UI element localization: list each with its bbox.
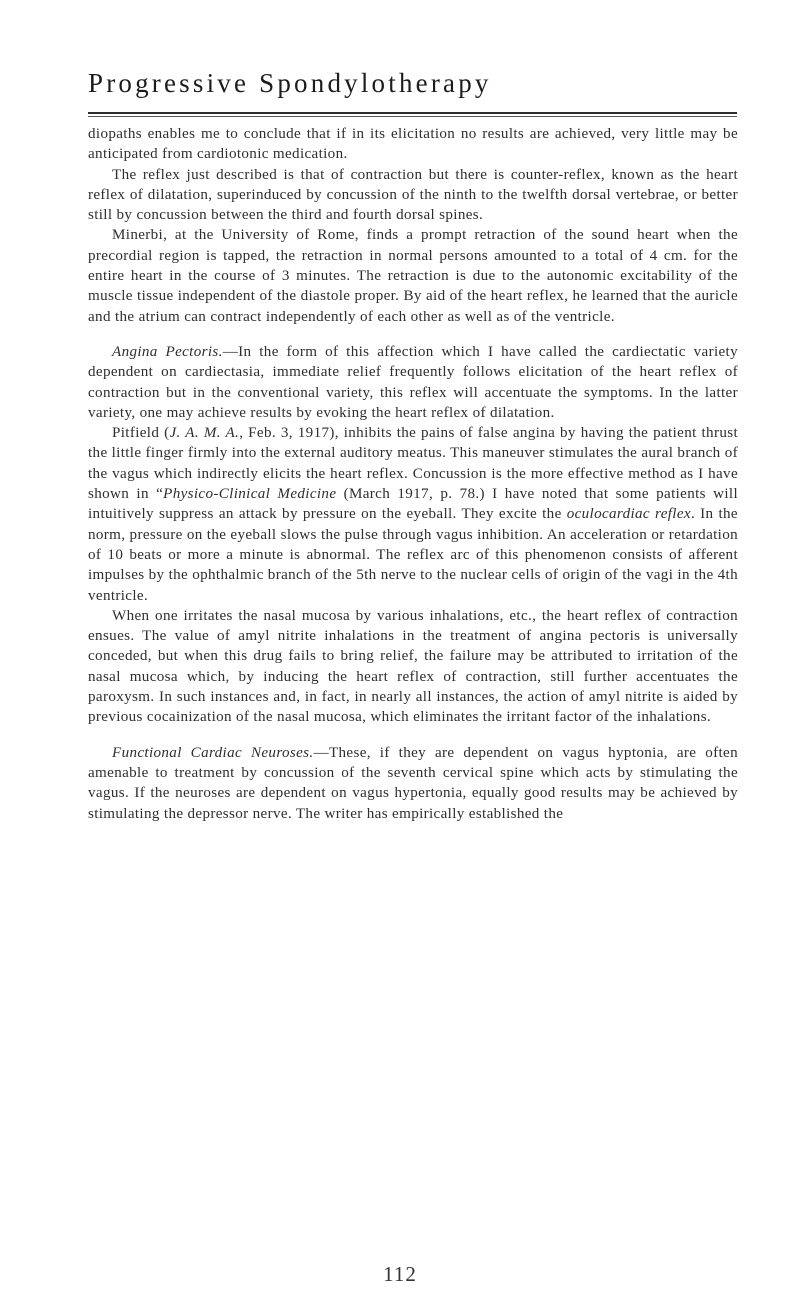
paragraph-text: The reflex just described is that of contraction but there is counter-reflex, known as the heart reflex of dilatation, superinduced by concussion of the ninth to the twelfth dorsal vertebrae, or better still by concussion between the third and fourth dorsal spines.: [88, 166, 738, 224]
paragraph-text: diopaths enables me to conclude that if in its elicitation no results are achieved, very little may be anticipated from cardiotonic medication.: [88, 126, 738, 163]
term-oculocardiac-reflex: oculocardiac reflex: [566, 506, 691, 523]
running-title: Progressive Spondylotherapy: [88, 68, 492, 98]
paragraph-text: —In the form of this affection which I have called the cardiectatic variety dependent on cardiectasia, immediate relief frequently follows elicitation of the heart reflex of contraction but in the conventional variety, this reflex will accentuate the symptoms. In the latter variety, one may achieve results by evoking the heart reflex of dilatation.: [88, 343, 738, 421]
header-rule-thin: [88, 116, 737, 117]
paragraph-text: (March 1917, p. 78.) I have noted that some patients will intuitively suppress an attack by pressure on the eyeball. They excite the: [88, 486, 739, 523]
header-rule-thick: [88, 112, 737, 114]
section-heading-functional-cardiac-neuroses: Functional Cardiac Neuroses.: [112, 744, 314, 761]
page-number: 112: [383, 1262, 417, 1286]
paragraph-text: , Feb. 3, 1917), inhibits the pains of false angina by having the patient thrust the little finger firmly into the external auditory meatus. This maneuver stimulates the aural branch of the vagus which indirectly elicits the heart reflex. Concussion is the more effective method as I have shown in “: [88, 425, 738, 503]
paragraph-reflex-dilatation: [88, 165, 738, 226]
citation-physico-clinical-medicine: Physico-Clinical Medicine: [163, 486, 337, 503]
paragraph-nasal-mucosa: [88, 606, 738, 728]
paragraph-pitfield: [88, 423, 738, 606]
paragraph-angina-pectoris: [88, 342, 738, 423]
citation-jama: J. A. M. A.: [169, 425, 240, 442]
paragraph-text: When one irritates the nasal mucosa by various inhalations, etc., the heart reflex of contraction ensues. The value of amyl nitrite inhalations in the treatment of angina pectoris is universally conceded, but when this drug fails to bring relief, the failure may be attributed to irritation of the nasal mucosa which, by inducing the heart reflex of contraction, still further accentuates the paroxysm. In such instances and, in fact, in nearly all instances, the action of amyl nitrite is aided by previous cocainization of the nasal mucosa, which eliminates the irritant factor of the inhalations.: [88, 607, 738, 726]
paragraph-continuation: [88, 124, 738, 165]
paragraph-text: . In the norm, pressure on the eyeball slows the pulse through vagus inhibition. An acceleration or retardation of 10 beats or more a minute is abnormal. The reflex arc of this phenomenon consists of afferent impulses by the ophthalmic branch of the 5th nerve to the nuclear cells of origin of the vagi in the 4th ventricle.: [88, 506, 738, 604]
paragraph-text: —These, if they are dependent on vagus hyptonia, are often amenable to treatment by concussion of the seventh cervical spine which acts by stimulating the vagus. If the neuroses are dependent on vagus hypertonia, equally good results may be achieved by stimulating the depressor nerve. The writer has empirically established the: [88, 744, 738, 822]
paragraph-minerbi: [88, 225, 738, 326]
paragraph-text: Pitfield (: [112, 425, 170, 442]
section-heading-angina-pectoris: Angina Pectoris.: [112, 343, 223, 360]
paragraph-functional-cardiac-neuroses: [88, 743, 738, 824]
body-text: [88, 124, 738, 824]
paragraph-text: Minerbi, at the University of Rome, finds a prompt retraction of the sound heart when the precordial region is tapped, the retraction in normal persons amounted to a total of 4 cm. for the entire heart in the course of 3 minutes. The retraction is due to the autonomic excitability of the muscle tissue independent of the diastole proper. By aid of the heart reflex, he learned that the auricle and the atrium can contract independently of each other as well as of the ventricle.: [88, 227, 738, 325]
